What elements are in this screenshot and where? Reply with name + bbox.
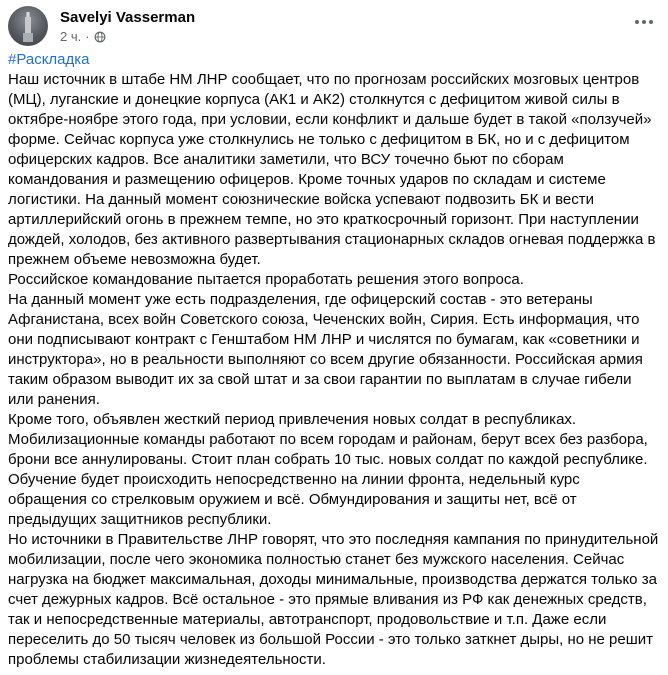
avatar[interactable] bbox=[8, 6, 48, 46]
post-header bbox=[8, 6, 660, 46]
post-paragraph: Но источники в Правительстве ЛНР говорят, что это последняя кампания по принудительной мобилизации, после чего экономика полностью станет без мужского населения. Сейчас нагрузка на бюджет максимальная, доходы минимальные, производства держатся только за счет дежурных кадров. Всё остальное - это прямые вливания из РФ как денежных средств, так и непосредственные материалы, автотранспорт, продовольствие и т.п. Даже если переселить до 50 тысяч человек из большой России - это только заткнет дыры, но не решит проблемы стабилизации жизнедеятельности. bbox=[8, 531, 659, 668]
author-name[interactable]: Savelyi Vasserman bbox=[60, 9, 196, 26]
hashtag-link[interactable]: #Раскладка bbox=[8, 51, 90, 68]
post-paragraph: На данный момент уже есть подразделения, где офицерский состав - это ветераны Афганистана, всех войн Советского союза, Чеченских войн, Сирия. Есть информация, что они подписывают контракт с Генштабом НМ ЛНР и числятся по бумагам, как «советники и инструктора», но в реальности выполняют со всем другие обязанности. Российская армия таким образом выводит их за свой штат и за свои гарантии по выплатам в случае гибели или ранения. bbox=[8, 291, 643, 408]
post-paragraph: Кроме того, объявлен жесткий период привлечения новых солдат в республиках. Мобилизационные команды работают по всем городам и районам, берут всех без разбора, брони все аннулированы. Стоит план собрать 10 тыс. новых солдат по каждой республике. bbox=[8, 411, 648, 468]
avatar-figure-icon bbox=[22, 12, 34, 42]
post-meta bbox=[60, 29, 106, 44]
post-paragraph: Наш источник в штабе НМ ЛНР сообщает, что по прогнозам российских мозговых центров (МЦ), луганские и донецкие корпуса (АК1 и АК2) столкнутся с дефицитом живой силы в октябре-ноябре этого года, при условии, если конфликт и дальше будет в такой «ползучей» форме. Сейчас корпуса уже столкнулись не только с дефицитом в БК, но и с дефицитом офицерских кадров. Все аналитики заметили, что ВСУ точечно бьют по сборам командования и размещению офицеров. Кроме точных ударов по складам и системе логистики. На данный момент союзнические войска успевают подвозить БК и вести артиллерийский огонь в прежнем темпе, но это краткосрочный горизонт. При наступлении дождей, холодов, без активного развертывания стационарных складов огневая поддержка в прежнем объеме невозможна будет. bbox=[8, 71, 656, 268]
post-paragraph: Обучение будет происходить непосредственно на линии фронта, недельный курс обращения со стрелковым оружием и всё. Обмундирования и защиты нет, всё от предыдущих защитников республики. bbox=[8, 471, 580, 528]
post-time[interactable]: 2 ч. bbox=[60, 29, 82, 44]
post-paragraph: Российское командование пытается проработать решения этого вопроса. bbox=[8, 271, 524, 288]
more-options-button[interactable] bbox=[628, 10, 660, 34]
meta-separator: · bbox=[85, 29, 90, 44]
more-horizontal-icon bbox=[634, 19, 654, 25]
globe-icon[interactable] bbox=[94, 31, 106, 43]
post-body bbox=[8, 50, 660, 670]
